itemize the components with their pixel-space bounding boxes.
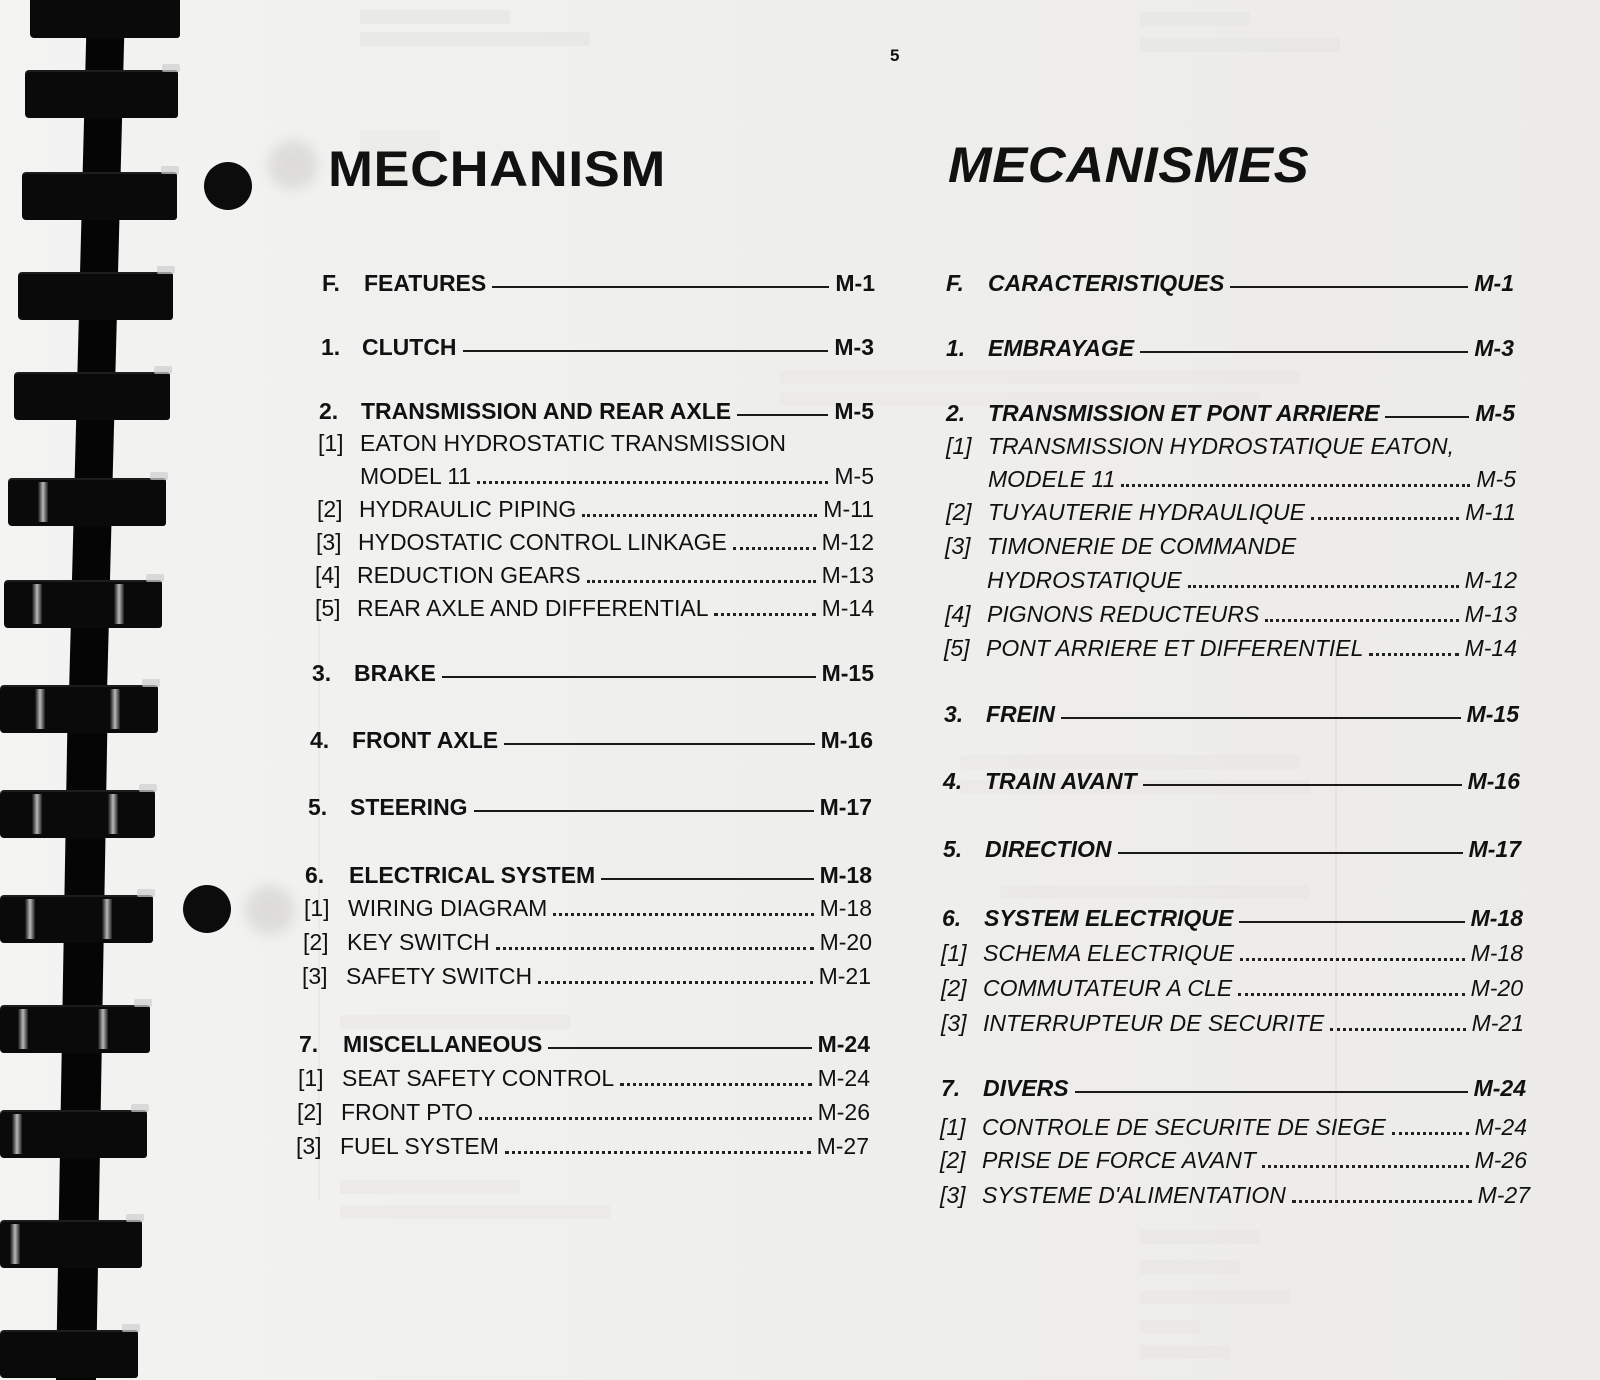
leader-line (1239, 919, 1464, 923)
toc-entry[interactable]: 7. MISCELLANEOUS M-24 (299, 1031, 870, 1057)
toc-subentry[interactable]: [1] SCHEMA ELECTRIQUE M-18 (941, 940, 1523, 966)
toc-subentry[interactable]: [2] PRISE DE FORCE AVANT M-26 (940, 1147, 1527, 1173)
toc-entry[interactable]: 6. SYSTEM ELECTRIQUE M-18 (942, 905, 1523, 931)
toc-entry[interactable]: 4. FRONT AXLE M-16 (310, 727, 873, 753)
leader-line (504, 741, 815, 745)
punch-hole (204, 162, 252, 210)
toc-entry[interactable]: 2. TRANSMISSION ET PONT ARRIERE M-5 (946, 400, 1515, 426)
bleed-through-text (340, 1180, 520, 1194)
spiral-binding (0, 0, 200, 1380)
leader-line (474, 808, 814, 812)
toc-entry[interactable]: 5. STEERING M-17 (308, 794, 872, 820)
toc-subentry[interactable]: [1] CONTROLE DE SECURITE DE SIEGE M-24 (940, 1114, 1527, 1140)
toc-entry[interactable]: 1. CLUTCH M-3 (321, 334, 874, 360)
toc-subentry[interactable]: [2] COMMUTATEUR A CLE M-20 (941, 975, 1523, 1001)
leader-line (601, 876, 813, 880)
leader-dots (587, 580, 816, 583)
bleed-through-text (360, 10, 510, 24)
leader-dots (714, 613, 815, 616)
toc-subentry[interactable]: [3] FUEL SYSTEM M-27 (296, 1133, 869, 1159)
binding-ring (4, 580, 162, 628)
leader-dots (538, 981, 812, 984)
toc-subentry[interactable]: [1] WIRING DIAGRAM M-18 (304, 895, 872, 921)
leader-dots (477, 481, 828, 484)
binding-ring (22, 172, 177, 220)
leader-dots (1121, 484, 1470, 487)
binding-ring (8, 478, 166, 526)
leader-line (1061, 715, 1461, 719)
leader-line (1118, 850, 1463, 854)
toc-subentry-continued[interactable]: MODELE 11 M-5 (988, 466, 1516, 492)
leader-dots (1330, 1028, 1465, 1031)
binding-ring (25, 70, 178, 118)
punch-hole-shadow (268, 140, 318, 190)
bleed-through-text (1140, 1290, 1290, 1304)
toc-entry[interactable]: F. FEATURES M-1 (322, 270, 875, 296)
toc-subentry[interactable]: [3] INTERRUPTEUR DE SECURITE M-21 (941, 1010, 1524, 1036)
leader-line (1230, 284, 1468, 288)
toc-subentry[interactable]: [2] KEY SWITCH M-20 (303, 929, 872, 955)
leader-dots (582, 514, 817, 517)
leader-line (1075, 1089, 1468, 1093)
toc-subentry[interactable]: [4] PIGNONS REDUCTEURS M-13 (945, 601, 1517, 627)
binding-ring (0, 790, 155, 838)
section-title-french: MECANISMES (948, 137, 1310, 193)
leader-dots (1392, 1132, 1469, 1135)
bleed-through-text (1140, 12, 1250, 26)
toc-subentry-continued[interactable]: MODEL 11 M-5 (360, 463, 874, 489)
bleed-through-text (360, 32, 590, 46)
leader-line (1140, 349, 1468, 353)
punch-hole-shadow (245, 885, 295, 935)
leader-dots (620, 1083, 811, 1086)
toc-entry[interactable]: 3. BRAKE M-15 (312, 660, 874, 686)
bleed-through-text (1140, 1260, 1240, 1274)
punch-hole (183, 885, 231, 933)
toc-subentry[interactable]: [3] SYSTEME D'ALIMENTATION M-27 (940, 1182, 1530, 1208)
toc-subentry[interactable]: [5] REAR AXLE AND DIFFERENTIAL M-14 (315, 595, 874, 621)
leader-dots (553, 913, 813, 916)
bleed-through-text (960, 755, 1300, 769)
leader-dots (1240, 958, 1465, 961)
binding-ring (0, 685, 158, 733)
leader-line (548, 1045, 811, 1049)
binding-ring (0, 1005, 150, 1053)
bleed-through-text (340, 1205, 610, 1219)
bleed-through-text (1140, 1320, 1200, 1334)
toc-entry[interactable]: 1. EMBRAYAGE M-3 (946, 335, 1514, 361)
toc-subentry[interactable]: [5] PONT ARRIERE ET DIFFERENTIEL M-14 (944, 635, 1517, 661)
bleed-through-text (780, 370, 1300, 384)
toc-subentry[interactable]: [1] TRANSMISSION HYDROSTATIQUE EATON, (946, 433, 1455, 459)
leader-line (1385, 414, 1469, 418)
toc-subentry[interactable]: [2] TUYAUTERIE HYDRAULIQUE M-11 (946, 499, 1516, 525)
toc-subentry[interactable]: [1] SEAT SAFETY CONTROL M-24 (298, 1065, 870, 1091)
toc-subentry[interactable]: [3] SAFETY SWITCH M-21 (302, 963, 871, 989)
bleed-through-text (340, 1015, 570, 1029)
binding-ring (0, 1220, 142, 1268)
toc-subentry[interactable]: [4] REDUCTION GEARS M-13 (315, 562, 874, 588)
bleed-through-text (1140, 1230, 1260, 1244)
leader-line (442, 674, 816, 678)
leader-dots (1238, 993, 1464, 996)
bleed-through-text (1140, 38, 1340, 52)
toc-entry[interactable]: 6. ELECTRICAL SYSTEM M-18 (305, 862, 872, 888)
page-number: 5 (890, 46, 900, 65)
bleed-through-text (1140, 1345, 1230, 1359)
leader-line (463, 348, 829, 352)
toc-subentry-continued[interactable]: HYDROSTATIQUE M-12 (987, 567, 1517, 593)
toc-subentry[interactable]: [2] FRONT PTO M-26 (297, 1099, 870, 1125)
leader-dots (1311, 517, 1459, 520)
toc-subentry[interactable]: [3] TIMONERIE DE COMMANDE (945, 533, 1297, 559)
binding-ring (0, 1110, 147, 1158)
leader-dots (1188, 585, 1459, 588)
binding-ring (14, 372, 170, 420)
toc-entry[interactable]: F. CARACTERISTIQUES M-1 (946, 270, 1514, 296)
toc-entry[interactable]: 4. TRAIN AVANT M-16 (943, 768, 1520, 794)
leader-dots (496, 947, 814, 950)
binding-ring (0, 1330, 138, 1378)
toc-entry[interactable]: 7. DIVERS M-24 (941, 1075, 1526, 1101)
leader-dots (1262, 1165, 1469, 1168)
leader-dots (1292, 1200, 1472, 1203)
leader-dots (505, 1151, 811, 1154)
leader-dots (733, 547, 816, 550)
toc-subentry[interactable]: [2] HYDRAULIC PIPING M-11 (317, 496, 874, 522)
section-title-english: MECHANISM (328, 141, 666, 197)
binding-ring (18, 272, 173, 320)
toc-subentry[interactable]: [1] EATON HYDROSTATIC TRANSMISSION (318, 430, 786, 456)
leader-line (1143, 782, 1462, 786)
toc-subentry[interactable]: [3] HYDOSTATIC CONTROL LINKAGE M-12 (316, 529, 874, 555)
bleed-through-text (1000, 885, 1310, 899)
leader-line (492, 284, 829, 288)
leader-dots (1265, 619, 1458, 622)
binding-ring (0, 895, 153, 943)
leader-line (737, 412, 828, 416)
toc-entry[interactable]: 2. TRANSMISSION AND REAR AXLE M-5 (319, 398, 874, 424)
binding-ring (30, 0, 180, 38)
toc-entry[interactable]: 5. DIRECTION M-17 (943, 836, 1521, 862)
leader-dots (479, 1117, 812, 1120)
toc-entry[interactable]: 3. FREIN M-15 (944, 701, 1519, 727)
leader-dots (1369, 653, 1458, 656)
